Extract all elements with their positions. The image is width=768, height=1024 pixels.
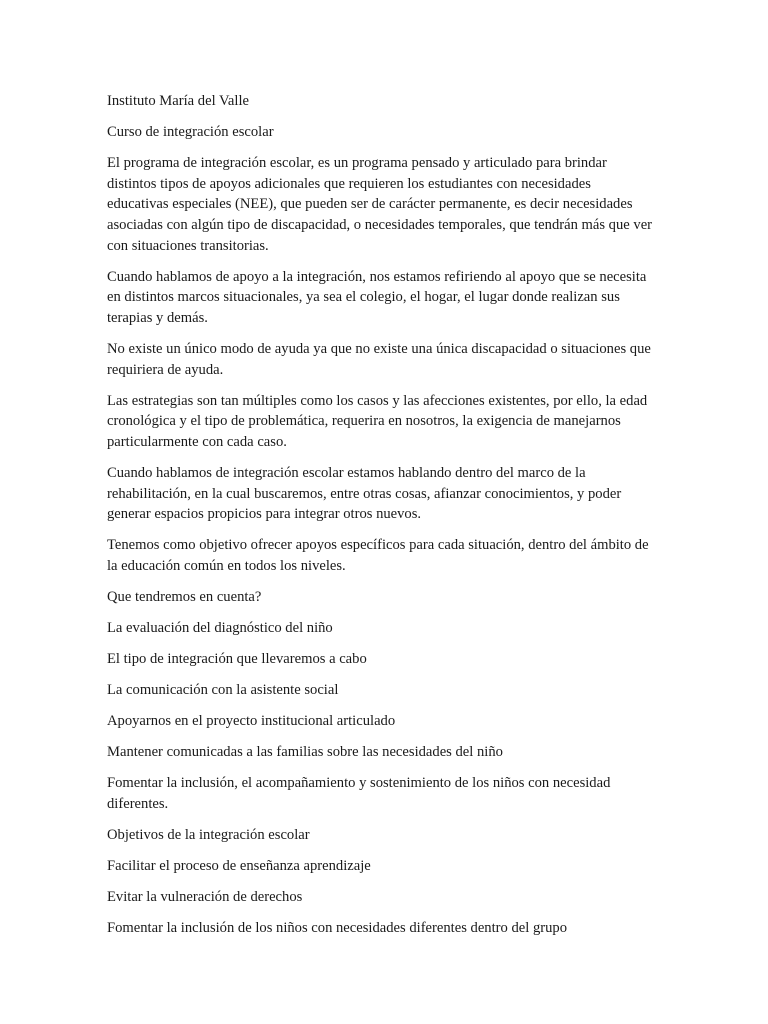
section-heading-objectives: Objetivos de la integración escolar	[107, 827, 310, 844]
list-item: Mantener comunicadas a las familias sobre las necesidades del niño	[107, 744, 503, 761]
list-item: Fomentar la inclusión, el acompañamiento y sostenimiento de los niños con necesidad diferentes.	[107, 775, 611, 813]
course-title: Curso de integración escolar	[107, 124, 274, 141]
paragraph-rehabilitation: Cuando hablamos de integración escolar estamos hablando dentro del marco de la rehabilitación, en la cual buscaremos, entre otras cosas, afianzar conocimientos, y poder generar espacios propicios para integrar otros nuevos.	[107, 464, 622, 523]
paragraph-objective: Tenemos como objetivo ofrecer apoyos específicos para cada situación, dentro del ámbito de la educación común en todos los niveles.	[107, 537, 649, 574]
list-item: Fomentar la inclusión de los niños con necesidades diferentes dentro del grupo	[107, 920, 567, 937]
list-item: Facilitar el proceso de enseñanza aprendizaje	[107, 858, 371, 875]
list-item: La comunicación con la asistente social	[107, 682, 339, 699]
list-item: Apoyarnos en el proyecto institucional articulado	[107, 713, 396, 730]
list-item: Evitar la vulneración de derechos	[107, 889, 303, 906]
paragraph-strategies: Las estrategias son tan múltiples como los casos y las afecciones existentes, por ello, la edad cronológica y el tipo de problemática, requerira en nosotros, la exigencia de manejarnos particularmente con cada caso.	[107, 392, 648, 450]
paragraph-program-description: El programa de integración escolar, es un programa pensado y articulado para brindar distintos tipos de apoyos adicionales que requieren los estudiantes con necesidades educativas especiales (NEE), que pueden ser de carácter permanente, es decir necesidades asociadas con algún tipo de discapacidad, o necesidades temporales, que tendrán más que ver con situaciones transitorias.	[107, 155, 653, 254]
section-heading-considerations: Que tendremos en cuenta?	[107, 588, 262, 605]
paragraph-integration-support: Cuando hablamos de apoyo a la integración, nos estamos refiriendo al apoyo que se necesita en distintos marcos situacionales, ya sea el colegio, el hogar, el lugar donde realizan sus terapias y demás.	[107, 268, 647, 326]
document-body	[107, 91, 655, 950]
list-item: La evaluación del diagnóstico del niño	[107, 619, 333, 636]
institute-name: Instituto María del Valle	[107, 93, 249, 109]
paragraph-no-single-help: No existe un único modo de ayuda ya que no existe una única discapacidad o situaciones que requiriera de ayuda.	[107, 340, 651, 378]
list-item: El tipo de integración que llevaremos a cabo	[107, 651, 367, 668]
